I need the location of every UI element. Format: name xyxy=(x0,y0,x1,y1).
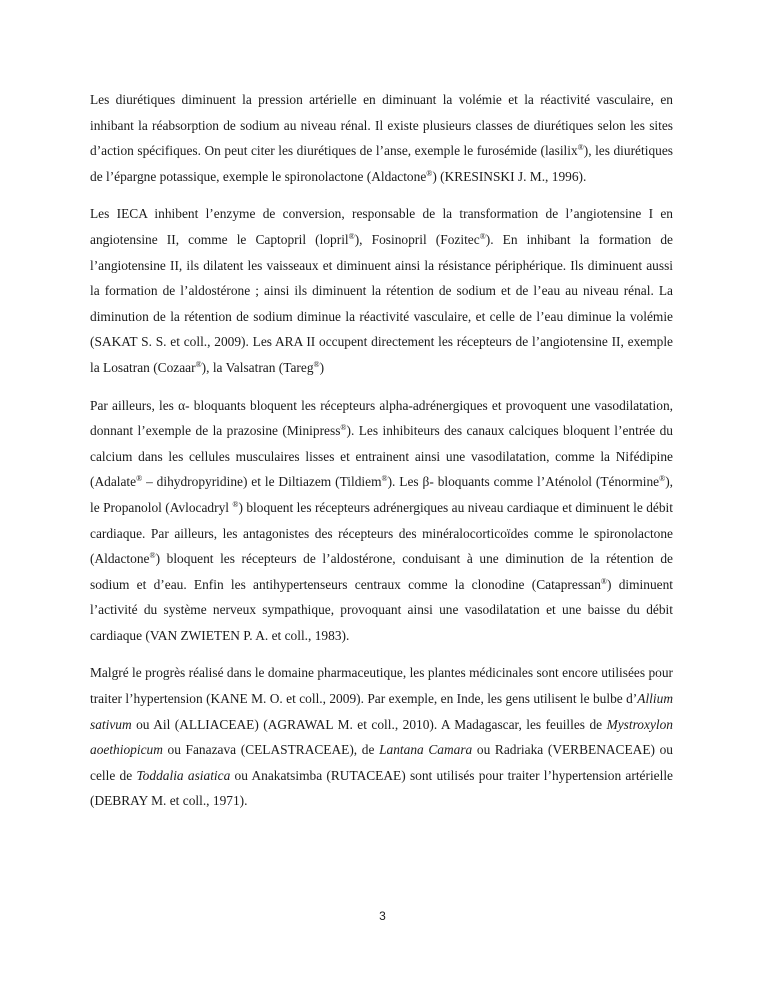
text-run: ou Ail (ALLIACEAE) (AGRAWAL M. et coll., 2010). A Madagascar, les feuilles de xyxy=(131,716,607,732)
text-run: ou Fanazava (CELASTRACEAE), de xyxy=(162,742,380,758)
registered-mark: ® xyxy=(659,474,666,484)
registered-mark: ® xyxy=(340,423,347,433)
text-run: ), la Valsatran (Tareg xyxy=(201,359,314,375)
text-run: Les IECA inhibent l’enzyme de conversion, responsable de la transformation de l’angiotensine I en angiotensine II, comme le Captopril (lopril xyxy=(90,206,673,247)
species-name: Allium sativum xyxy=(90,691,673,732)
registered-mark: ® xyxy=(381,474,388,484)
paragraph-medicinal-plants xyxy=(90,660,673,814)
text-run: ) diminuent l’activité du système nerveux sympathique, provoquant ainsi une vasodilatation et une baisse du débit cardiaque (VAN ZWIETEN P. A. et coll., 1983). xyxy=(90,576,673,643)
paragraph-diuretics xyxy=(90,87,673,189)
registered-mark: ® xyxy=(232,499,239,509)
text-run: ) bloquent les récepteurs adrénergiques au niveau cardiaque et diminuent le débit cardiaque. Par ailleurs, les antagonistes des récepteurs des minéralocorticoïdes comme le spironolactone (Aldactone xyxy=(90,499,673,567)
text-run: ) xyxy=(319,359,325,375)
text-run: ) bloquent les récepteurs de l’aldostérone, conduisant à une diminution de la rétention de sodium et d’eau. Enfin les antihypertenseurs centraux comme la clonodine (Catapressan xyxy=(90,551,673,592)
text-run: ). En inhibant la formation de l’angiotensine II, ils dilatent les vaisseaux et diminuent ainsi la résistance périphérique. Ils diminuent aussi la formation de l’aldostérone ; ainsi ils diminuent la rétention de sodium et de l’eau au niveau rénal. La diminution de la rétention de sodium diminue la réactivité vasculaire, et celle de l’eau diminue la volémie (SAKAT S. S. et coll., 2009). Les ARA II occupent directement les récepteurs de l’angiotensine II, exemple la Losatran (Cozaar xyxy=(90,231,673,375)
registered-mark: ® xyxy=(479,231,486,241)
registered-mark: ® xyxy=(348,231,355,241)
text-run: Par ailleurs, les α- bloquants bloquent les récepteurs alpha-adrénergiques et provoquent une vasodilatation, donnant l’exemple de la prazosine (Minipress xyxy=(90,397,673,439)
registered-mark: ® xyxy=(577,143,584,153)
registered-mark: ® xyxy=(195,359,202,369)
text-run: ). Les inhibiteurs des canaux calciques bloquent l’entrée du calcium dans les cellules musculaires lisses et entrainent ainsi une vasodilatation, comme la Nifédipine (Adalate xyxy=(90,423,674,490)
species-name: Mystroxylon aoethiopicum xyxy=(90,716,673,758)
text-run: ) (KRESINSKI J. M., 1996). xyxy=(432,168,587,184)
text-run: ). Les β- bloquants comme l’Aténolol (Ténormine xyxy=(387,474,660,490)
paragraph-ieca xyxy=(90,201,673,380)
species-name: Toddalia asiatica xyxy=(136,767,231,783)
paragraph-blockers xyxy=(90,393,673,649)
species-name: Lantana Camara xyxy=(379,742,473,758)
page-number: 3 xyxy=(379,909,386,923)
text-run: ou Radriaka (VERBENACEAE) ou celle de xyxy=(90,742,674,783)
text-run: ), le Propanolol (Avlocadryl xyxy=(90,474,674,515)
registered-mark: ® xyxy=(136,474,143,484)
registered-mark: ® xyxy=(600,576,607,586)
text-run: Malgré le progrès réalisé dans le domaine pharmaceutique, les plantes médicinales sont encore utilisées pour traiter l’hypertension (KANE M. O. et coll., 2009). Par exemple, en Inde, les gens utilisent le bulbe d’ xyxy=(90,665,673,707)
text-run: ), Fosinopril (Fozitec xyxy=(354,231,480,247)
text-run: – dihydropyridine) et le Diltiazem (Tildiem xyxy=(142,474,382,490)
registered-mark: ® xyxy=(149,551,156,561)
registered-mark: ® xyxy=(426,168,433,178)
text-run: ), les diurétiques de l’épargne potassique, exemple le spironolactone (Aldactone xyxy=(90,143,673,184)
text-run: Les diurétiques diminuent la pression artérielle en diminuant la volémie et la réactivité vasculaire, en inhibant la réabsorption de sodium au niveau rénal. Il existe plusieurs classes de diurétiques selon les sites d’action spécifiques. On peut citer les diurétiques de l’anse, exemple le furosémide (lasilix xyxy=(90,92,673,159)
document-body xyxy=(90,87,673,826)
text-run: ou Anakatsimba (RUTACEAE) sont utilisés pour traiter l’hypertension artérielle (DEBRAY M. et coll., 1971). xyxy=(90,767,674,809)
registered-mark: ® xyxy=(313,359,320,369)
